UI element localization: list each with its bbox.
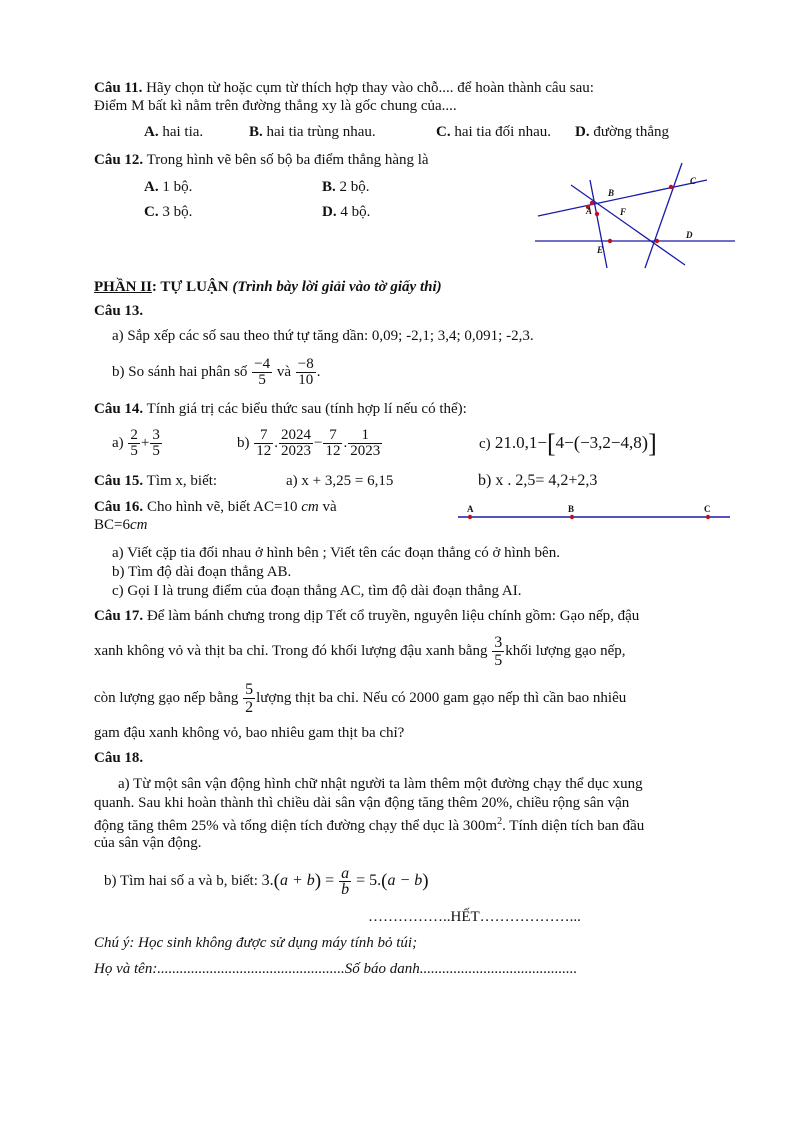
q18-a4: của sân vận động. [94, 835, 202, 851]
q11-option-b: B. hai tia trùng nhau. [249, 124, 376, 140]
q17-title: Câu 17. [94, 608, 144, 624]
q14-c: c) 21.0,1−[4−(−3,2−4,8)] [479, 429, 657, 459]
q13-title: Câu 13. [94, 303, 144, 319]
q15-line [94, 472, 217, 490]
q16-title: Câu 16. [94, 499, 144, 515]
label-b: B [568, 504, 575, 514]
q16-line2: BC=6cm [94, 517, 148, 533]
q11-option-d: D. đường thẳng [575, 124, 669, 140]
q18-a3: động tăng thêm 25% và tổng diện tích đường chạy thể dục là $300m^2$. Tính diện tích ban đầu [94, 816, 645, 834]
q16-figure [450, 500, 735, 526]
q12-option-a: A. 1 bộ. [144, 179, 193, 195]
label-a: A [586, 206, 593, 216]
q16-item-c: c) Gọi I là trung điểm của đoạn thẳng AC, tìm độ dài đoạn thẳng AI. [112, 583, 522, 599]
q11-option-c: C. hai tia đối nhau. [436, 124, 551, 140]
point-f [595, 212, 599, 216]
q12-option-b: B. 2 bộ. [322, 179, 370, 195]
point-e [608, 239, 612, 243]
q17-line4: gam đậu xanh không vỏ, bao nhiêu gam thịt ba chỉ? [94, 725, 405, 741]
point-d [655, 239, 659, 243]
q15-title: Câu 15. [94, 473, 144, 489]
label-f: F [620, 207, 627, 217]
q11-title: Câu 11. [94, 80, 143, 96]
label-b: B [608, 188, 615, 198]
q18-b: b) Tìm hai số a và b, biết: 3.(a + b) = $\frac{a}{b}$ = 5.(a − b) [104, 864, 429, 898]
q12-option-d: D. 4 bộ. [322, 204, 371, 220]
label-a: A [467, 504, 474, 514]
label-d: D [686, 230, 693, 240]
q12-line [94, 151, 429, 169]
part2-label: PHẦN II [94, 279, 152, 295]
label-c: C [690, 176, 697, 186]
part2-heading [94, 278, 442, 296]
point-a [468, 515, 472, 519]
q12-text: Trong hình vẽ bên số bộ ba điểm thẳng hàng là [146, 152, 429, 168]
q14-text: Tính giá trị các biểu thức sau (tính hợp lí nếu có thể): [146, 401, 467, 417]
point-b [570, 515, 574, 519]
q14-b: b) $\frac{7}{12}$ . $\frac{2024}{2023}$ − $\frac{7}{12}$ . $\frac{1}{2023}$ [237, 427, 381, 460]
name-line: Họ và tên:..................................................Số báo danh.......................................... [94, 961, 578, 977]
q17-line3: còn lượng gạo nếp bằng $\frac{5}{2}$ lượng thịt ba chỉ. Nếu có 2000 gam gạo nếp thì cần bao nhiêu [94, 681, 627, 717]
q14-line [94, 400, 467, 418]
q15-b: b) x . 2,5= 4,2+2,3 [478, 472, 598, 489]
q11-line1 [94, 79, 594, 97]
part2-note: (Trình bày lời giải vào tờ giấy thi) [232, 279, 442, 295]
footer-note: Chú ý: Học sinh không được sử dụng máy tính bỏ túi; [94, 935, 418, 951]
label-c: C [704, 504, 711, 514]
q13-fraction-2: $\frac{-8}{10}$ [297, 356, 314, 389]
q16-item-a: a) Viết cặp tia đối nhau ở hình bên ; Viết tên các đoạn thẳng có ở hình bên. [112, 545, 560, 561]
q11-option-a: A. hai tia. [144, 124, 204, 140]
q12-option-c: C. 3 bộ. [144, 204, 193, 220]
point-b [590, 201, 594, 205]
q18-a1: a) Từ một sân vận động hình chữ nhật người ta làm thêm một đường chạy thể dục xung [118, 776, 643, 792]
line-cd [645, 163, 682, 268]
part2-title: : TỰ LUẬN [151, 279, 229, 295]
q14-title: Câu 14. [94, 401, 144, 417]
point-c [669, 185, 673, 189]
label-e: E [597, 245, 604, 255]
q11-text1: Hãy chọn từ hoặc cụm từ thích hợp thay vào chỗ.... để hoàn thành câu sau: [146, 80, 594, 96]
q17-line2: xanh không vỏ và thịt ba chỉ. Trong đó khối lượng đậu xanh bằng $\frac{3}{5}$ khối lượng gạo nếp, [94, 634, 626, 670]
q15-text: Tìm x, biết: [146, 473, 218, 489]
q13-b: b) So sánh hai phân số $\frac{-4}{5}$ và $\frac{-8}{10}$ . [112, 356, 321, 389]
q18-a2: quanh. Sau khi hoàn thành thì chiều dài sân vận động tăng thêm 20%, chiều rộng sân vận [94, 795, 630, 811]
end-line: ……………..HẾT………………... [368, 909, 581, 925]
q15-a: a) x + 3,25 = 6,15 [286, 473, 394, 489]
q11-text2: Điểm M bất kì nằm trên đường thẳng xy là gốc chung của.... [94, 98, 457, 114]
q16-line1: Câu 16. Cho hình vẽ, biết AC=10 cm và [94, 499, 337, 515]
q12-title: Câu 12. [94, 152, 144, 168]
q18-title: Câu 18. [94, 750, 144, 766]
q13-fraction-1: $\frac{-4}{5}$ [254, 356, 271, 389]
point-c [706, 515, 710, 519]
q16-item-b: b) Tìm độ dài đoạn thẳng AB. [112, 564, 292, 580]
q12-figure [530, 158, 740, 270]
q13-a: a) Sắp xếp các số sau theo thứ tự tăng dần: 0,09; -2,1; 3,4; 0,091; -2,3. [112, 328, 534, 344]
q14-a: a) $\frac{2}{5}$ + $\frac{3}{5}$ [112, 427, 160, 460]
q17-line1: Câu 17. Để làm bánh chưng trong dịp Tết cổ truyền, nguyên liệu chính gồm: Gạo nếp, đậu [94, 608, 640, 624]
